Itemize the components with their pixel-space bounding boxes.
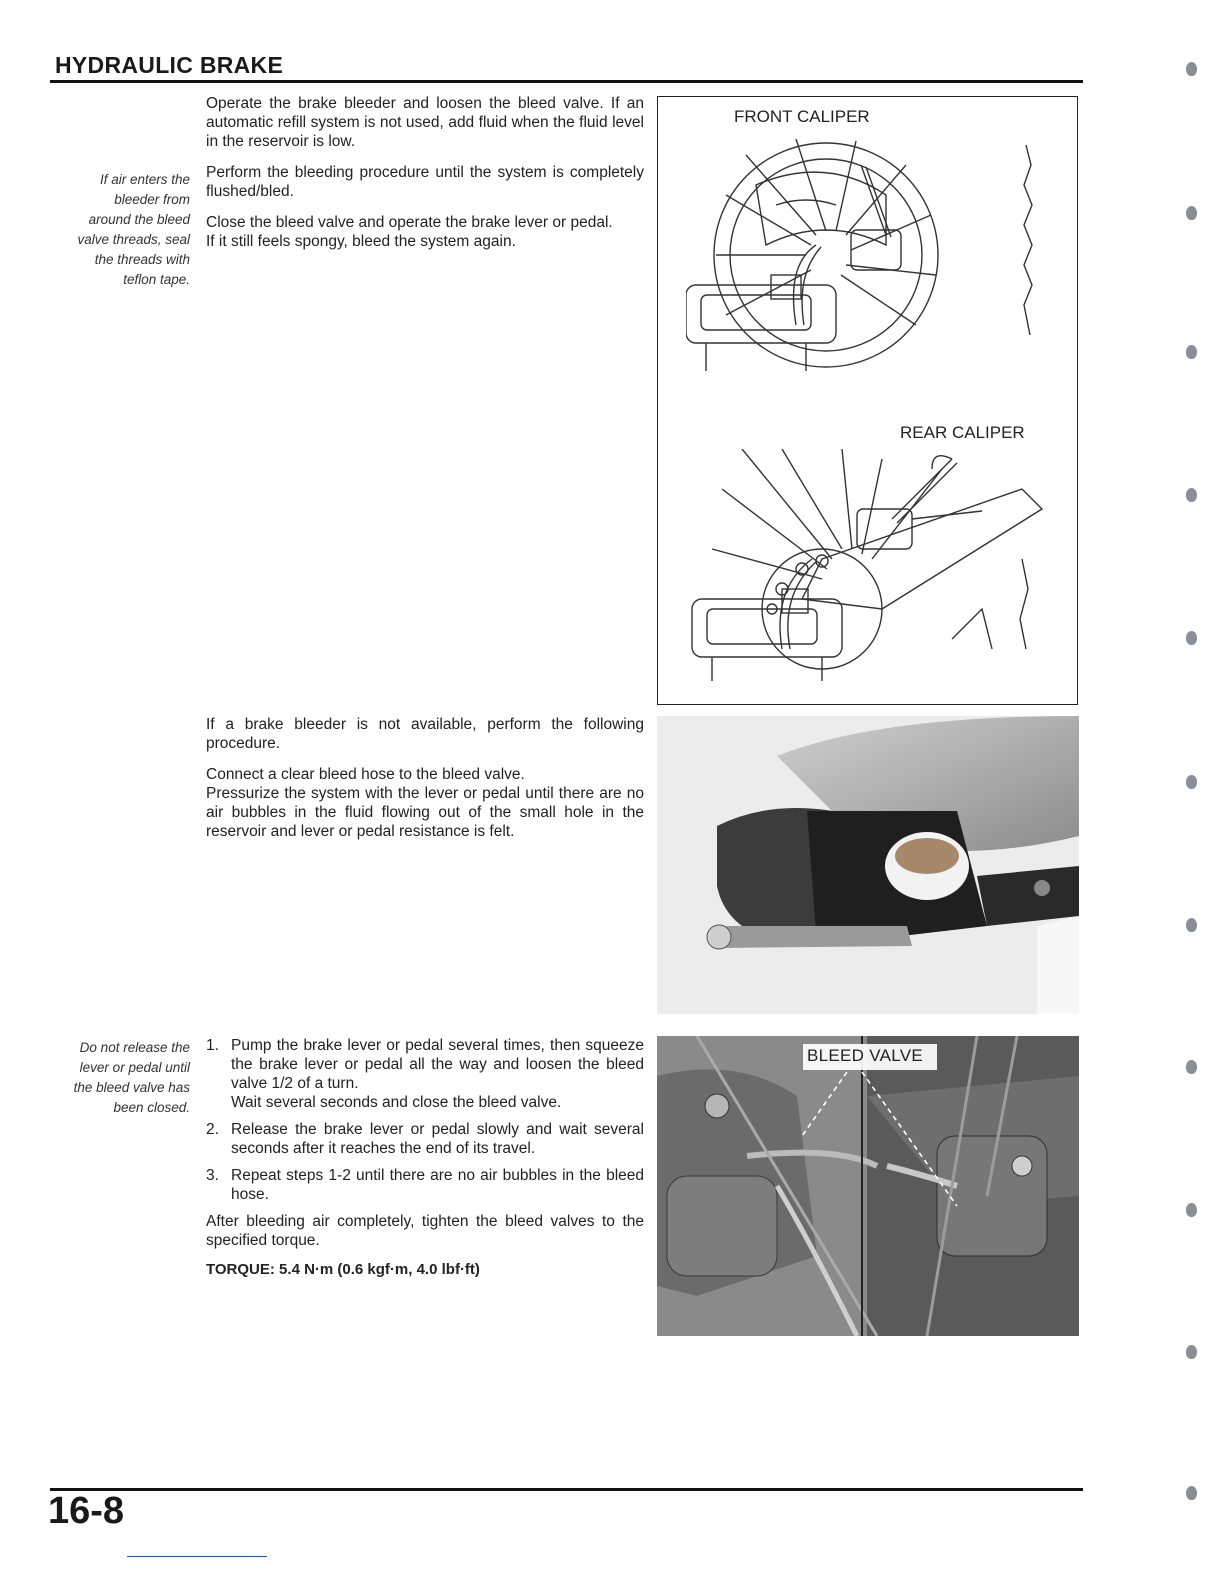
- binding-hole-mark: [1186, 1486, 1197, 1500]
- paragraph: Close the bleed valve and operate the brake lever or pedal.: [206, 214, 613, 231]
- binding-hole-mark: [1186, 775, 1197, 789]
- side-note-release: [40, 1038, 190, 1118]
- step-number: 1.: [206, 1037, 219, 1054]
- step-number: 2.: [206, 1121, 219, 1138]
- side-note-line: the bleed valve has: [73, 1080, 190, 1095]
- binding-hole-mark: [1186, 345, 1197, 359]
- paragraph: If a brake bleeder is not available, perform the following procedure.: [206, 716, 644, 752]
- binding-hole-mark: [1186, 1345, 1197, 1359]
- step-text: Pump the brake lever or pedal several times, then squeeze the brake lever or pedal all the way and loosen the bleed valve 1/2 of a turn.: [231, 1037, 644, 1092]
- bleed-valve-label: BLEED VALVE: [807, 1046, 924, 1065]
- paragraph: Connect a clear bleed hose to the bleed valve.: [206, 766, 525, 783]
- step-text: Release the brake lever or pedal slowly and wait several seconds after it reaches the end of its travel.: [231, 1121, 644, 1157]
- paragraph: After bleeding air completely, tighten the bleed valves to the specified torque.: [206, 1213, 644, 1249]
- page-title: HYDRAULIC BRAKE: [55, 52, 284, 78]
- master-cylinder-photo: [657, 716, 1079, 1014]
- caliper-illustration-frame: [657, 96, 1078, 705]
- paragraph: If it still feels spongy, bleed the system again.: [206, 233, 516, 250]
- step-item: [206, 1120, 644, 1158]
- rear-caliper-drawing: [682, 449, 1062, 681]
- step-text: Repeat steps 1-2 until there are no air bubbles in the bleed hose.: [231, 1167, 644, 1203]
- side-note-line: lever or pedal until: [79, 1060, 190, 1075]
- torque-spec: TORQUE: 5.4 N·m (0.6 kgf·m, 4.0 lbf·ft): [206, 1261, 480, 1278]
- paragraph: Perform the bleeding procedure until the system is completely flushed/bled.: [206, 164, 644, 200]
- step-number: 3.: [206, 1167, 219, 1184]
- side-note-line: been closed.: [113, 1100, 190, 1115]
- bleed-valve-photo: [657, 1036, 1079, 1336]
- side-note-line: If air enters the: [99, 172, 190, 187]
- binding-hole-mark: [1186, 206, 1197, 220]
- binding-hole-mark: [1186, 918, 1197, 932]
- binding-hole-mark: [1186, 1203, 1197, 1217]
- footer-divider: [50, 1488, 1083, 1491]
- page-link-underline: [127, 1556, 267, 1557]
- step-item: [206, 1166, 644, 1204]
- bleeding-steps: [206, 1036, 644, 1279]
- paragraph: Pressurize the system with the lever or pedal until there are no air bubbles in the fluid flowing out of the small hole in the reservoir and lever or pedal resistance is felt.: [206, 785, 644, 840]
- rear-caliper-label: REAR CALIPER: [900, 423, 1025, 442]
- header-divider: [50, 80, 1083, 83]
- section-manual-procedure: [206, 715, 644, 849]
- side-note-line: around the bleed: [88, 212, 190, 227]
- side-note-line: Do not release the: [79, 1040, 190, 1055]
- side-note-line: the threads with: [94, 252, 190, 267]
- binding-hole-mark: [1186, 1060, 1197, 1074]
- step-item: [206, 1036, 644, 1112]
- page-number: 16-8: [48, 1490, 125, 1532]
- side-note-line: bleeder from: [114, 192, 190, 207]
- side-note-line: valve threads, seal: [77, 232, 190, 247]
- side-note-line: teflon tape.: [123, 272, 190, 287]
- side-note-air: [40, 170, 190, 290]
- paragraph: Operate the brake bleeder and loosen the bleed valve. If an automatic refill system is not used, add fluid when the fluid level in the reservoir is low.: [206, 95, 644, 150]
- section-bleeder-procedure: [206, 94, 644, 259]
- front-caliper-label: FRONT CALIPER: [734, 107, 870, 126]
- front-caliper-drawing: [686, 135, 1056, 371]
- step-text: Wait several seconds and close the bleed valve.: [231, 1094, 562, 1111]
- binding-hole-mark: [1186, 62, 1197, 76]
- binding-hole-mark: [1186, 631, 1197, 645]
- binding-hole-mark: [1186, 488, 1197, 502]
